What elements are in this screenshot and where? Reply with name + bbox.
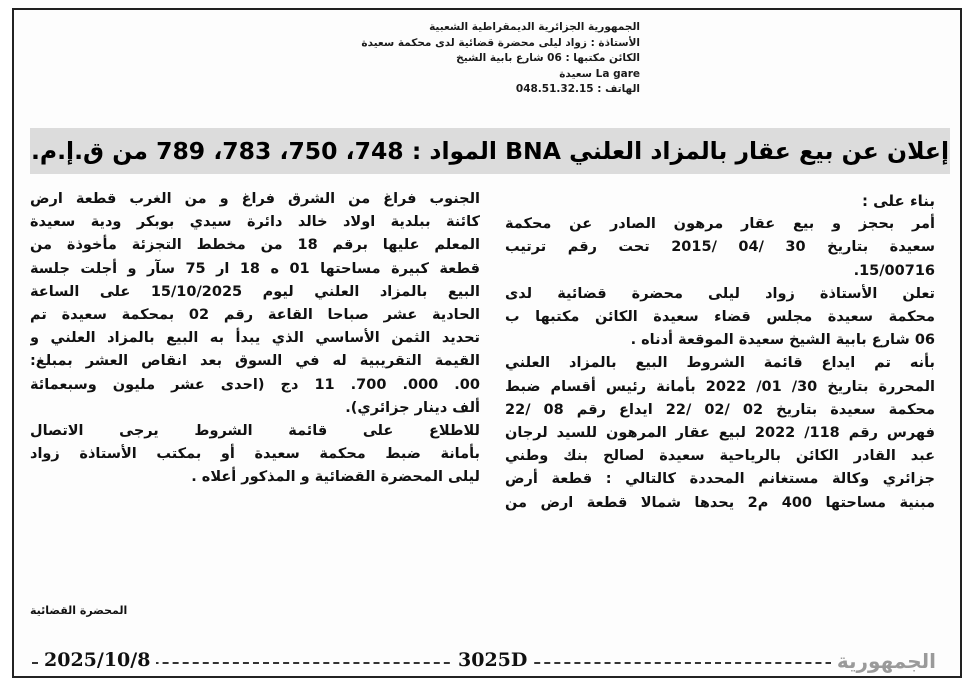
body-line: بأمانة ضبط محكمة سعيدة أو بمكتب الأستاذة زواد bbox=[30, 446, 480, 463]
right-text-column bbox=[505, 190, 935, 515]
body-line: 15/00716. bbox=[853, 262, 935, 279]
body-line: الحادية عشر صباحا القاعة رقم 02 بمحكمة سعيدة تم bbox=[30, 307, 480, 324]
body-line: تحديد الثمن الأساسي الذي يبدأ به البيع بالمزاد العلني و bbox=[30, 330, 480, 347]
header-line-city: La gare سعيدة bbox=[559, 67, 640, 80]
body-line: القيمة التقريبية له في السوق بعد انقاص العشر بمبلغ: bbox=[30, 353, 480, 370]
header-line-bailiff: الأستاذة : زواد ليلى محضرة قضائية لدى محكمة سعيدة bbox=[361, 36, 640, 49]
body-line: تعلن الأستاذة زواد ليلى محضرة قضائية لدى bbox=[505, 285, 935, 302]
body-line: سعيدة بتاريخ 30 /04 /2015 تحت رقم ترتيب bbox=[505, 239, 935, 256]
body-line: أمر بحجز و بيع عقار مرهون الصادر عن محكمة bbox=[505, 216, 935, 233]
header-line-address: الكائن مكتبها : 06 شارع بابية الشيخ bbox=[456, 52, 640, 64]
bailiff-signature: المحضرة القضائية bbox=[30, 604, 128, 617]
body-line: كائنة ببلدية اولاد خالد دائرة سيدي بوبكر ودية سعيدة bbox=[30, 214, 480, 231]
body-line: المحررة بتاريخ 30/ 01/ 2022 بأمانة رئيس أقسام ضبط bbox=[505, 378, 935, 395]
header-line-phone: الهاتف : 048.51.32.15 bbox=[515, 83, 640, 95]
body-line: البيع بالمزاد العلني ليوم 15/10/2025 على الساعة bbox=[30, 283, 480, 300]
bailiff-office-header bbox=[361, 20, 640, 98]
body-line: مبنية مساحتها 400 م2 يحدها شمالا قطعة ارض من bbox=[505, 494, 935, 511]
body-line: 06 شارع بابية الشيخ سعيدة الموقعة أدناه . bbox=[630, 332, 935, 349]
body-line: محكمة سعيدة بتاريخ 02 /02 /22 ايداع رقم 08 /22 bbox=[505, 401, 935, 418]
body-line: جزائري وكالة مستغانم المحددة كالتالي : قطعة أرض bbox=[505, 471, 935, 488]
body-line: عبد القادر الكائن بالرياحية سعيدة لصالح بنك وطني bbox=[505, 448, 935, 465]
body-line: ألف دينار جزائري). bbox=[345, 399, 480, 416]
page-footer bbox=[12, 647, 962, 677]
body-line: قطعة كبيرة مساحتها 01 ه 18 ار 75 سآر و أجلت جلسة bbox=[30, 260, 480, 277]
body-line: محكمة سعيدة مجلس قضاء سعيدة الكائن مكتبها ب bbox=[505, 309, 935, 326]
notice-title: إعلان عن بيع عقار بالمزاد العلني BNA المواد : 748، 750، 783، 789 من ق.إ.م. bbox=[30, 137, 950, 165]
header-line-republic: الجمهورية الجزائرية الديمقراطية الشعبية bbox=[429, 21, 640, 33]
body-line: 00. 000. 700. 11 دج (احدى عشر مليون وسبعمائة bbox=[30, 376, 480, 393]
notice-heading: بناء على : bbox=[861, 192, 935, 210]
footer-date: 2025/10/8 bbox=[38, 649, 156, 671]
left-text-column bbox=[30, 188, 480, 490]
newspaper-logo: الجمهورية bbox=[831, 649, 942, 673]
body-line: للاطلاع على قائمة الشروط يرجى الاتصال bbox=[30, 423, 480, 440]
body-line: المعلم عليها برقم 18 من مخطط التجزئة مأخوذة من bbox=[30, 237, 480, 254]
body-line: ليلى المحضرة القضائية و المذكور أعلاه . bbox=[191, 469, 480, 486]
title-banner bbox=[30, 128, 950, 174]
footer-page-code: 3025D bbox=[452, 649, 533, 671]
body-line: بأنه تم ايداع قائمة الشروط البيع بالمزاد العلني bbox=[505, 355, 935, 372]
body-line: الجنوب فراغ من الشرق فراغ و من الغرب قطعة ارض bbox=[30, 191, 480, 207]
body-line: فهرس رقم 118/ 2022 لبيع عقار المرهون للسيد لرجان bbox=[505, 425, 935, 442]
